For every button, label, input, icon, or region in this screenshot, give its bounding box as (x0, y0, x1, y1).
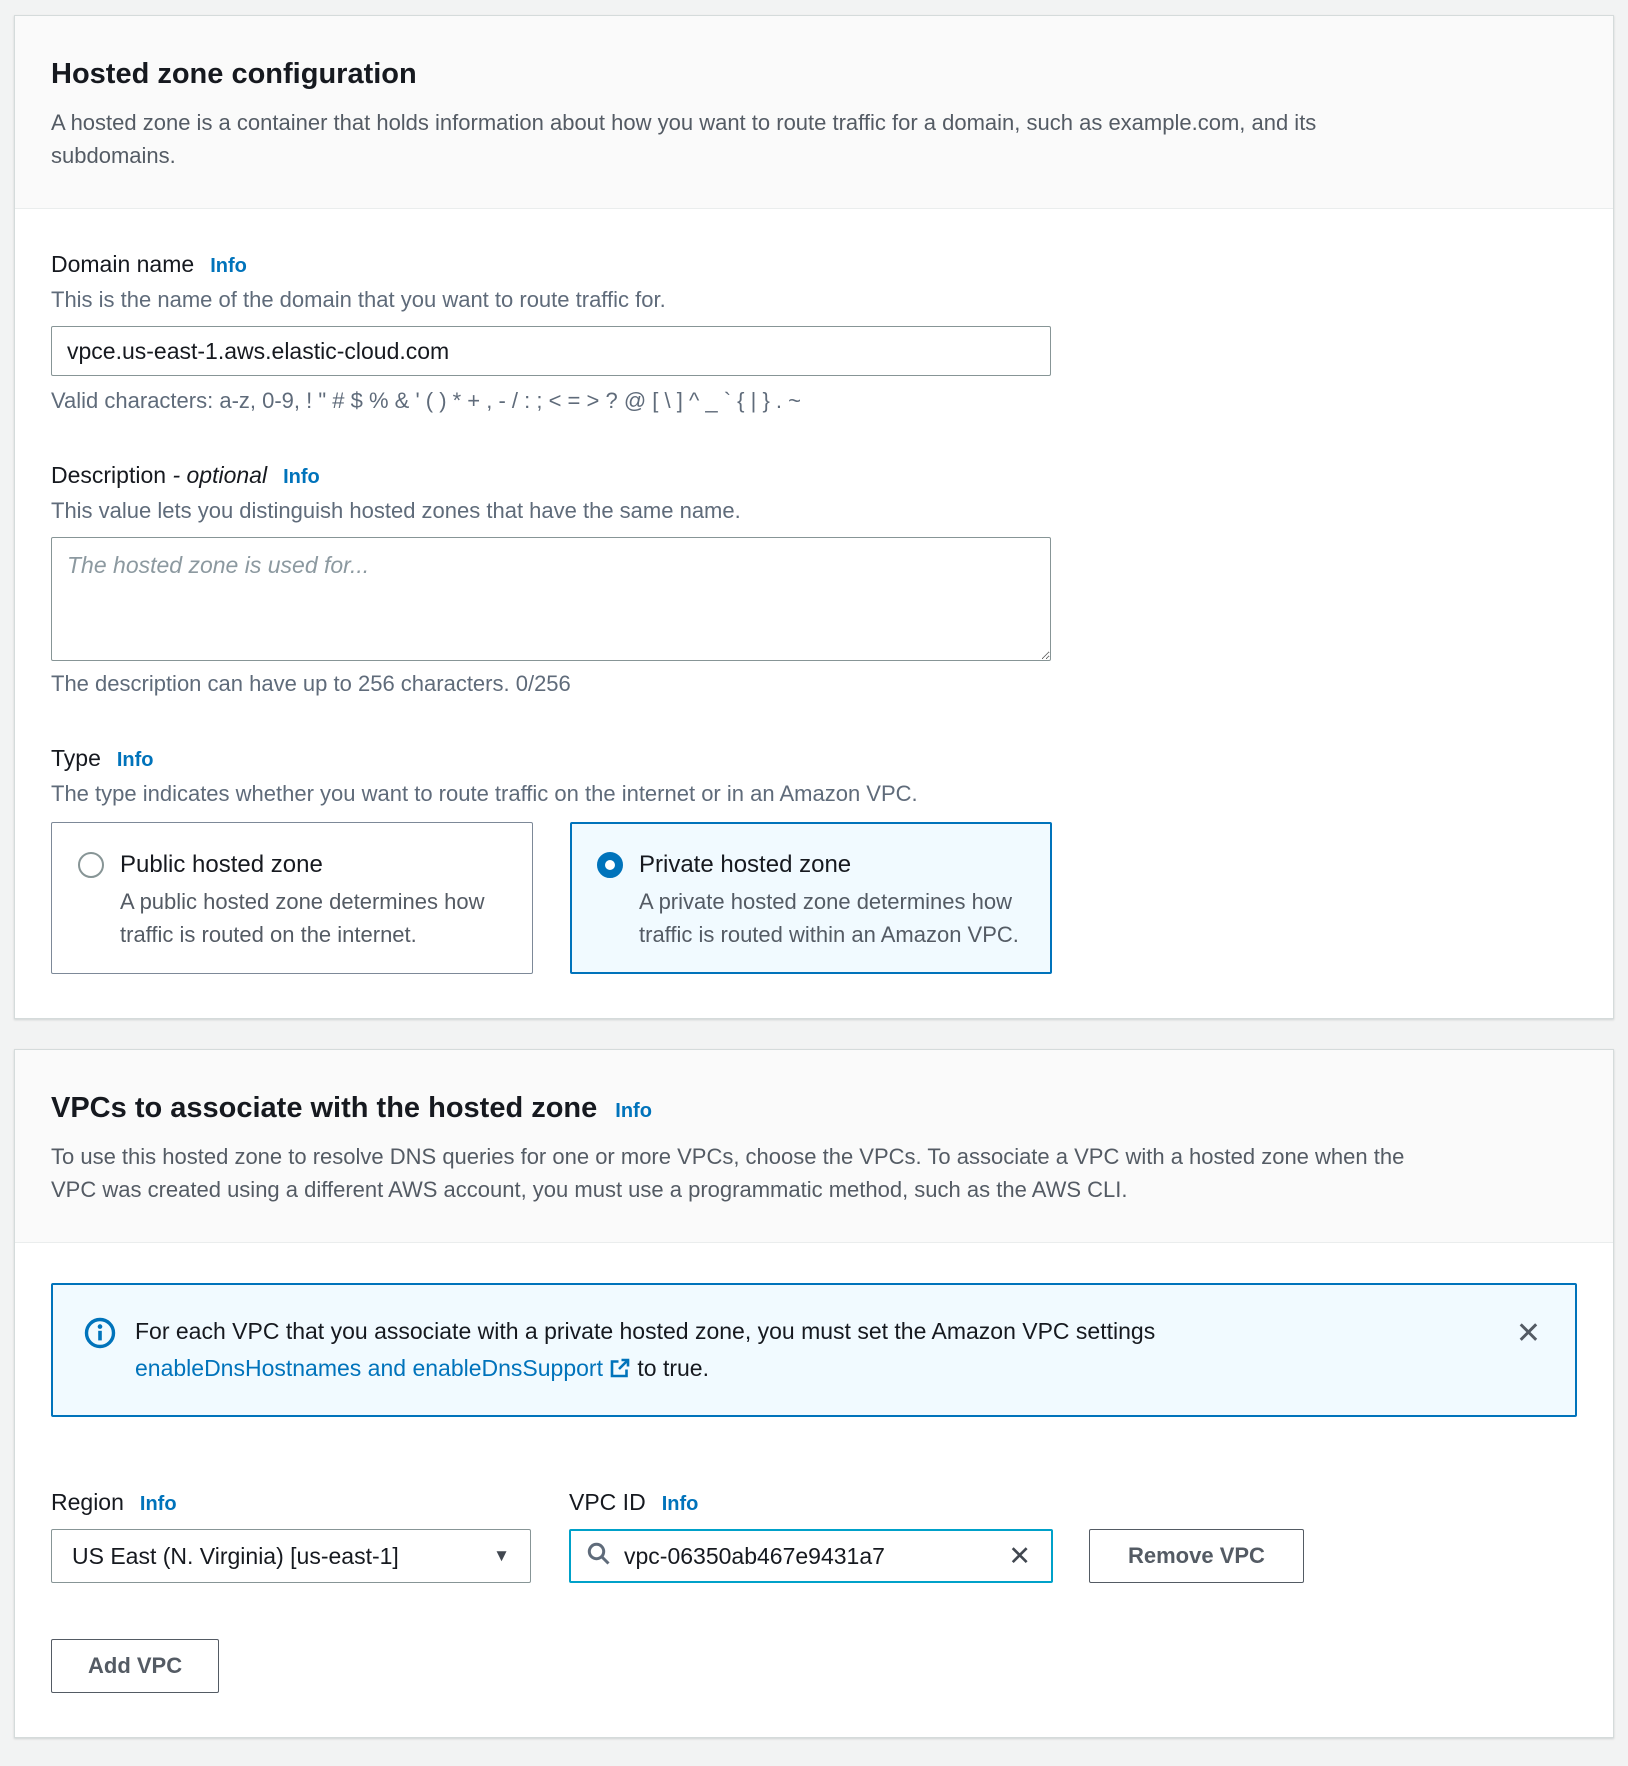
type-radio-group (51, 822, 1577, 974)
description-field (51, 460, 1577, 697)
vpcs-to-associate-card (14, 1049, 1614, 1738)
vpc-id-info-link[interactable]: Info (661, 1493, 699, 1515)
private-option-description: A private hosted zone determines how traffic is routed within an Amazon VPC. (639, 889, 1019, 947)
domain-name-label: Domain name (51, 251, 195, 277)
external-link-icon (609, 1357, 631, 1379)
public-option-label: Public hosted zone (120, 851, 323, 878)
region-select[interactable] (51, 1529, 531, 1583)
vpc-id-search-input[interactable] (569, 1529, 1053, 1583)
vpc-settings-info-alert (51, 1283, 1577, 1417)
private-radio-icon (597, 852, 623, 878)
domain-name-constraint: Valid characters: a-z, 0-9, ! " # $ % & ' ( ) * + , - / : ; < = > ? @ [ \ ] ^ _ ` { | } . ~ (51, 388, 801, 413)
hosted-zone-configuration-card (14, 15, 1614, 1019)
vpc-card-info-link[interactable]: Info (615, 1100, 652, 1122)
domain-name-info-link[interactable]: Info (210, 255, 247, 277)
public-radio-icon (78, 852, 104, 878)
vpc-card-header (15, 1050, 1613, 1243)
domain-name-help: This is the name of the domain that you want to route traffic for. (51, 287, 666, 312)
vpc-card-title: VPCs to associate with the hosted zone (51, 1092, 598, 1124)
region-label: Region (51, 1489, 124, 1515)
alert-message: For each VPC that you associate with a private hosted zone, you must set the Amazon VPC settings enableDnsHostnames and enableDnsSupport to true. (135, 1318, 1156, 1381)
domain-name-input[interactable] (51, 326, 1051, 376)
add-vpc-row (51, 1583, 1577, 1693)
vpc-id-value: vpc-06350ab467e9431a7 (624, 1542, 885, 1569)
chevron-down-icon: ▼ (493, 1546, 510, 1565)
type-field (51, 743, 1577, 974)
vpc-id-label: VPC ID (569, 1489, 646, 1515)
description-optional-suffix: - optional (172, 462, 268, 488)
public-hosted-zone-option[interactable] (51, 822, 533, 974)
public-option-description: A public hosted zone determines how traffic is routed on the internet. (120, 889, 485, 947)
info-icon (83, 1316, 117, 1355)
vpc-id-field (569, 1487, 1053, 1583)
type-info-link[interactable]: Info (116, 749, 154, 771)
hosted-zone-card-description: A hosted zone is a container that holds information about how you want to route traffic for a domain, such as example.com, and its subdomains. (51, 110, 1317, 168)
hosted-zone-card-title: Hosted zone configuration (51, 58, 417, 90)
description-textarea[interactable] (51, 537, 1051, 661)
domain-name-field (51, 249, 1577, 414)
clear-icon[interactable]: ✕ (1002, 1539, 1037, 1574)
type-help: The type indicates whether you want to route traffic on the internet or in an Amazon VPC. (51, 781, 918, 806)
region-selected-value: US East (N. Virginia) [us-east-1] (72, 1542, 399, 1569)
region-info-link[interactable]: Info (139, 1493, 177, 1515)
description-info-link[interactable]: Info (283, 466, 320, 488)
add-vpc-button[interactable]: Add VPC (51, 1639, 219, 1693)
enable-dns-settings-link[interactable]: enableDnsHostnames and enableDnsSupport (135, 1355, 631, 1381)
description-char-counter: The description can have up to 256 characters. 0/256 (51, 671, 571, 696)
hosted-zone-card-header (15, 16, 1613, 209)
private-hosted-zone-option[interactable] (570, 822, 1052, 974)
vpc-card-body (15, 1243, 1613, 1737)
search-icon (585, 1540, 612, 1572)
hosted-zone-card-body (15, 209, 1613, 1018)
remove-vpc-button[interactable]: Remove VPC (1089, 1529, 1304, 1583)
vpc-association-row (51, 1487, 1577, 1583)
description-label: Description - optional (51, 462, 268, 488)
close-icon[interactable]: ✕ (1512, 1313, 1545, 1355)
vpc-card-description: To use this hosted zone to resolve DNS queries for one or more VPCs, choose the VPCs. To associate a VPC with a hosted zone when the VPC was created using a different AWS account, you must use a programmatic method, such as the AWS CLI. (51, 1144, 1405, 1202)
description-help: This value lets you distinguish hosted zones that have the same name. (51, 498, 741, 523)
private-option-label: Private hosted zone (639, 851, 852, 878)
region-field (51, 1487, 531, 1583)
type-label: Type (51, 745, 101, 771)
